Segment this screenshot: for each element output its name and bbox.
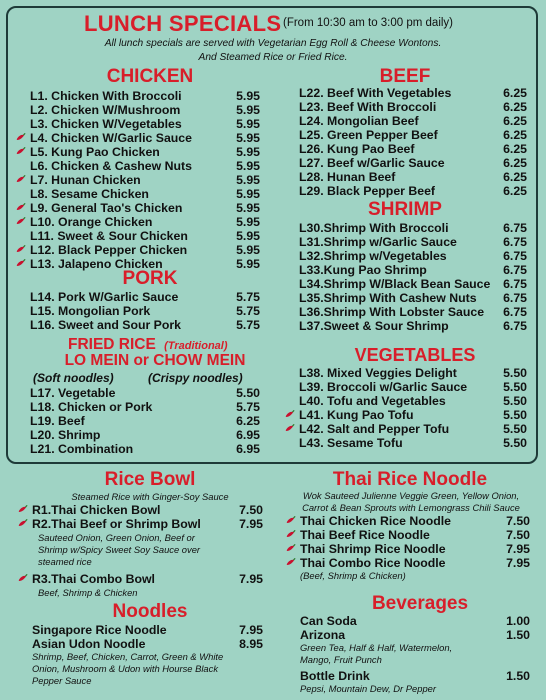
item-price: 5.95 (236, 117, 260, 131)
noodles-singapore (32, 623, 263, 637)
shrimp-item (299, 305, 527, 319)
item-price: 6.75 (503, 319, 527, 333)
item-price: 5.75 (236, 400, 260, 414)
spicy-pepper-icon (16, 147, 26, 156)
item-price: 5.95 (236, 89, 260, 103)
item-label: Can Soda (300, 614, 357, 628)
beverages-heading: Beverages (371, 593, 469, 614)
item-label: L27. Beef w/Garlic Sauce (299, 156, 445, 170)
item-label: L41. Kung Pao Tofu (299, 408, 414, 422)
rice-note: And Steamed Rice or Fried Rice. (198, 52, 348, 63)
item-label: L20. Shrimp (30, 428, 101, 442)
item-price: 5.50 (503, 422, 527, 436)
spicy-pepper-icon (286, 516, 296, 525)
item-price: 6.75 (503, 221, 527, 235)
item-price: 5.50 (503, 394, 527, 408)
spicy-pepper-icon (286, 544, 296, 553)
spicy-pepper-icon (18, 505, 28, 514)
item-price: 7.50 (506, 528, 530, 542)
item-label: L15. Mongolian Pork (30, 304, 151, 318)
item-price: 6.25 (503, 170, 527, 184)
item-label: Thai Beef Rice Noodle (300, 528, 430, 542)
item-price: 5.95 (236, 159, 260, 173)
item-price: 7.50 (506, 514, 530, 528)
bottle-drink-options: Pepsi, Mountain Dew, Dr Pepper (300, 683, 437, 694)
item-label: L43. Sesame Tofu (299, 436, 403, 450)
arizona-flavors-line1: Green Tea, Half & Half, Watermelon, (300, 642, 453, 653)
item-price: 6.75 (503, 277, 527, 291)
item-price: 7.95 (506, 556, 530, 570)
item-price: 5.95 (236, 201, 260, 215)
lo-mein-heading: LO MEIN or CHOW MEIN (64, 352, 246, 369)
thai-noodle-item (300, 514, 530, 528)
item-label: L24. Mongolian Beef (299, 114, 419, 128)
item-label: R1.Thai Chicken Bowl (32, 503, 161, 517)
item-label: R2.Thai Beef or Shrimp Bowl (32, 517, 201, 531)
item-price: 5.50 (503, 380, 527, 394)
vegetable-item (299, 436, 527, 450)
shrimp-item (299, 277, 527, 291)
item-price: 7.95 (239, 623, 263, 637)
vegetables-list (299, 366, 527, 450)
item-price: 5.95 (236, 229, 260, 243)
rice-bowl-r2 (32, 517, 263, 531)
spicy-pepper-icon (18, 519, 28, 528)
beef-item (299, 170, 527, 184)
item-label: L11. Sweet & Sour Chicken (30, 229, 188, 243)
item-price: 5.75 (236, 318, 260, 332)
rice-bowl-heading: Rice Bowl (104, 469, 196, 490)
beverage-can-soda (300, 614, 530, 628)
item-label: L26. Kung Pao Beef (299, 142, 415, 156)
vegetable-item (299, 394, 527, 408)
soft-noodles-label: (Soft noodles) (33, 371, 114, 385)
item-label: L3. Chicken W/Vegetables (30, 117, 182, 131)
beef-item (299, 184, 527, 198)
udon-description-line2: Onion, Mushroom & Udon with Hourse Black (32, 663, 219, 674)
item-price: 6.25 (503, 156, 527, 170)
item-label: L25. Green Pepper Beef (299, 128, 438, 142)
spicy-pepper-icon (16, 133, 26, 142)
spicy-pepper-icon (18, 574, 28, 583)
chicken-item (30, 131, 260, 145)
shrimp-item (299, 291, 527, 305)
item-label: L5. Kung Pao Chicken (30, 145, 160, 159)
item-price: 7.95 (506, 542, 530, 556)
item-price: 5.95 (236, 103, 260, 117)
rice-bowl-r3 (32, 572, 263, 586)
fried-rice-list (30, 386, 260, 456)
chicken-item (30, 117, 260, 131)
spicy-pepper-icon (286, 558, 296, 567)
r3-description: Beef, Shrimp & Chicken (38, 587, 138, 598)
chicken-item (30, 103, 260, 117)
item-price: 5.50 (236, 386, 260, 400)
item-price: 5.75 (236, 290, 260, 304)
shrimp-item (299, 249, 527, 263)
chicken-heading: CHICKEN (106, 66, 194, 87)
vegetable-item (299, 408, 527, 422)
beef-item (299, 128, 527, 142)
chicken-item (30, 243, 260, 257)
beef-heading: BEEF (379, 66, 431, 87)
item-label: L42. Salt and Pepper Tofu (299, 422, 450, 436)
thai-noodle-subtitle-line1: Wok Sauteed Julienne Veggie Green, Yellow Onion, (302, 490, 520, 501)
item-price: 6.25 (503, 100, 527, 114)
udon-description-line1: Shrimp, Beef, Chicken, Carrot, Green & White (32, 651, 224, 662)
vegetable-item (299, 422, 527, 436)
item-price: 5.95 (236, 131, 260, 145)
item-label: Bottle Drink (300, 669, 370, 683)
item-price: 6.95 (236, 442, 260, 456)
udon-description-line3: Pepper Sauce (32, 675, 92, 686)
item-label: L32.Shrimp w/Vegetables (299, 249, 447, 263)
item-label: Thai Shrimp Rice Noodle (300, 542, 446, 556)
r2-description-line1: Sauteed Onion, Green Onion, Beef or (38, 532, 195, 543)
item-label: L6. Chicken & Cashew Nuts (30, 159, 192, 173)
item-label: L28. Hunan Beef (299, 170, 396, 184)
item-label: L10. Orange Chicken (30, 215, 153, 229)
item-label: L30.Shrimp With Broccoli (299, 221, 449, 235)
item-price: 1.50 (506, 628, 530, 642)
noodles-heading: Noodles (112, 601, 188, 622)
item-label: L36.Shrimp With Lobster Sauce (299, 305, 485, 319)
hours-text: (From 10:30 am to 3:00 pm daily) (283, 17, 454, 29)
spicy-pepper-icon (285, 424, 295, 433)
spicy-pepper-icon (16, 245, 26, 254)
item-label: Asian Udon Noodle (32, 637, 146, 651)
shrimp-list (299, 221, 527, 333)
item-label: L16. Sweet and Sour Pork (30, 318, 182, 332)
chicken-item (30, 173, 260, 187)
item-label: R3.Thai Combo Bowl (32, 572, 155, 586)
thai-noodle-item (300, 528, 530, 542)
item-price: 5.50 (503, 366, 527, 380)
shrimp-item (299, 319, 527, 333)
vegetables-heading: VEGETABLES (354, 345, 476, 365)
item-label: L2. Chicken W/Mushroom (30, 103, 181, 117)
pork-item (30, 304, 260, 318)
item-price: 6.75 (503, 291, 527, 305)
beverage-bottle-drink (300, 669, 530, 683)
item-price: 5.95 (236, 257, 260, 271)
chicken-item (30, 89, 260, 103)
thai-noodle-item (300, 556, 530, 570)
spicy-pepper-icon (16, 259, 26, 268)
shrimp-item (299, 221, 527, 235)
item-label: L40. Tofu and Vegetables (299, 394, 446, 408)
vegetable-item (299, 380, 527, 394)
item-label: L13. Jalapeno Chicken (30, 257, 163, 271)
item-price: 6.25 (503, 142, 527, 156)
item-label: L29. Black Pepper Beef (299, 184, 436, 198)
beef-list (299, 86, 527, 198)
item-label: L33.Kung Pao Shrimp (299, 263, 427, 277)
item-price: 5.95 (236, 173, 260, 187)
spicy-pepper-icon (16, 217, 26, 226)
crispy-noodles-label: (Crispy noodles) (148, 371, 243, 385)
item-label: L8. Sesame Chicken (30, 187, 149, 201)
fried-rice-item (30, 400, 260, 414)
item-price: 5.75 (236, 304, 260, 318)
pork-item (30, 290, 260, 304)
pork-list (30, 290, 260, 332)
thai-noodle-item (300, 542, 530, 556)
item-label: L34.Shrimp W/Black Bean Sauce (299, 277, 491, 291)
item-label: L1. Chicken With Broccoli (30, 89, 182, 103)
beverage-arizona (300, 628, 530, 642)
chicken-item (30, 215, 260, 229)
chicken-item (30, 145, 260, 159)
spicy-pepper-icon (286, 530, 296, 539)
item-price: 5.95 (236, 145, 260, 159)
chicken-item (30, 201, 260, 215)
beef-item (299, 100, 527, 114)
item-price: 6.95 (236, 428, 260, 442)
page-title: LUNCH SPECIALS (84, 11, 282, 36)
shrimp-item (299, 263, 527, 277)
item-label: L9. General Tao's Chicken (30, 201, 183, 215)
thai-noodle-heading: Thai Rice Noodle (332, 469, 488, 490)
item-price: 6.25 (503, 114, 527, 128)
rice-bowl-list (32, 503, 263, 599)
pork-item (30, 318, 260, 332)
item-label: L31.Shrimp w/Garlic Sauce (299, 235, 457, 249)
item-price: 1.00 (506, 614, 530, 628)
shrimp-item (299, 235, 527, 249)
shrimp-heading: SHRIMP (368, 199, 442, 220)
item-label: Thai Combo Rice Noodle (300, 556, 446, 570)
item-price: 6.25 (503, 128, 527, 142)
r2-description-line2: Shrimp w/Spicy Sweet Soy Sauce over (38, 544, 201, 555)
rice-bowl-subtitle: Steamed Rice with Ginger-Soy Sauce (71, 491, 229, 502)
r2-description-line3: steamed rice (38, 556, 92, 567)
item-label: L12. Black Pepper Chicken (30, 243, 188, 257)
item-price: 5.95 (236, 215, 260, 229)
served-with-note: All lunch specials are served with Vegetarian Egg Roll & Cheese Wontons. (104, 38, 442, 49)
item-price: 6.75 (503, 263, 527, 277)
item-price: 5.50 (503, 436, 527, 450)
item-price: 6.25 (503, 184, 527, 198)
item-label: L7. Hunan Chicken (30, 173, 141, 187)
spicy-pepper-icon (16, 203, 26, 212)
thai-noodle-list (300, 514, 530, 570)
item-price: 6.25 (503, 86, 527, 100)
traditional-label: (Traditional) (164, 340, 228, 352)
noodles-list (32, 623, 263, 687)
item-price: 7.95 (239, 572, 263, 586)
fried-rice-item (30, 428, 260, 442)
arizona-flavors-line2: Mango, Fruit Punch (300, 654, 382, 665)
noodles-udon (32, 637, 263, 651)
item-price: 6.75 (503, 249, 527, 263)
item-label: L38. Mixed Veggies Delight (299, 366, 457, 380)
item-price: 5.95 (236, 243, 260, 257)
item-label: L39. Broccoli w/Garlic Sauce (299, 380, 468, 394)
thai-noodle-subtitle-line2: Carrot & Bean Sprouts with Lemongrass Chili Sauce (302, 502, 520, 513)
chicken-item (30, 187, 260, 201)
item-price: 6.75 (503, 305, 527, 319)
beef-item (299, 114, 527, 128)
item-price: 1.50 (506, 669, 530, 683)
item-label: Singapore Rice Noodle (32, 623, 167, 637)
item-label: L14. Pork W/Garlic Sauce (30, 290, 179, 304)
beef-item (299, 156, 527, 170)
item-label: L4. Chicken W/Garlic Sauce (30, 131, 192, 145)
item-price: 7.50 (239, 503, 263, 517)
fried-rice-item (30, 386, 260, 400)
chicken-list (30, 89, 260, 271)
item-label: L21. Combination (30, 442, 134, 456)
beverages-list (300, 614, 530, 695)
item-label: L17. Vegetable (30, 386, 116, 400)
fried-rice-item (30, 414, 260, 428)
item-label: L22. Beef With Vegetables (299, 86, 452, 100)
fried-rice-item (30, 442, 260, 456)
item-label: L18. Chicken or Pork (30, 400, 153, 414)
item-price: 5.95 (236, 187, 260, 201)
pork-heading: PORK (122, 268, 178, 289)
item-label: L23. Beef With Broccoli (299, 100, 437, 114)
item-price: 6.75 (503, 235, 527, 249)
chicken-item (30, 229, 260, 243)
fried-rice-title: FRIED RICE (68, 336, 156, 353)
spicy-pepper-icon (285, 410, 295, 419)
item-label: L19. Beef (30, 414, 85, 428)
beef-item (299, 142, 527, 156)
vegetable-item (299, 366, 527, 380)
item-price: 8.95 (239, 637, 263, 651)
item-label: Arizona (300, 628, 346, 642)
item-label: L37.Sweet & Sour Shrimp (299, 319, 449, 333)
spicy-pepper-icon (16, 175, 26, 184)
thai-combo-description: (Beef, Shrimp & Chicken) (300, 570, 406, 581)
item-label: L35.Shrimp With Cashew Nuts (299, 291, 477, 305)
item-price: 6.25 (236, 414, 260, 428)
item-price: 5.50 (503, 408, 527, 422)
item-label: Thai Chicken Rice Noodle (300, 514, 452, 528)
rice-bowl-r1 (32, 503, 263, 517)
item-price: 7.95 (239, 517, 263, 531)
chicken-item (30, 159, 260, 173)
beef-item (299, 86, 527, 100)
